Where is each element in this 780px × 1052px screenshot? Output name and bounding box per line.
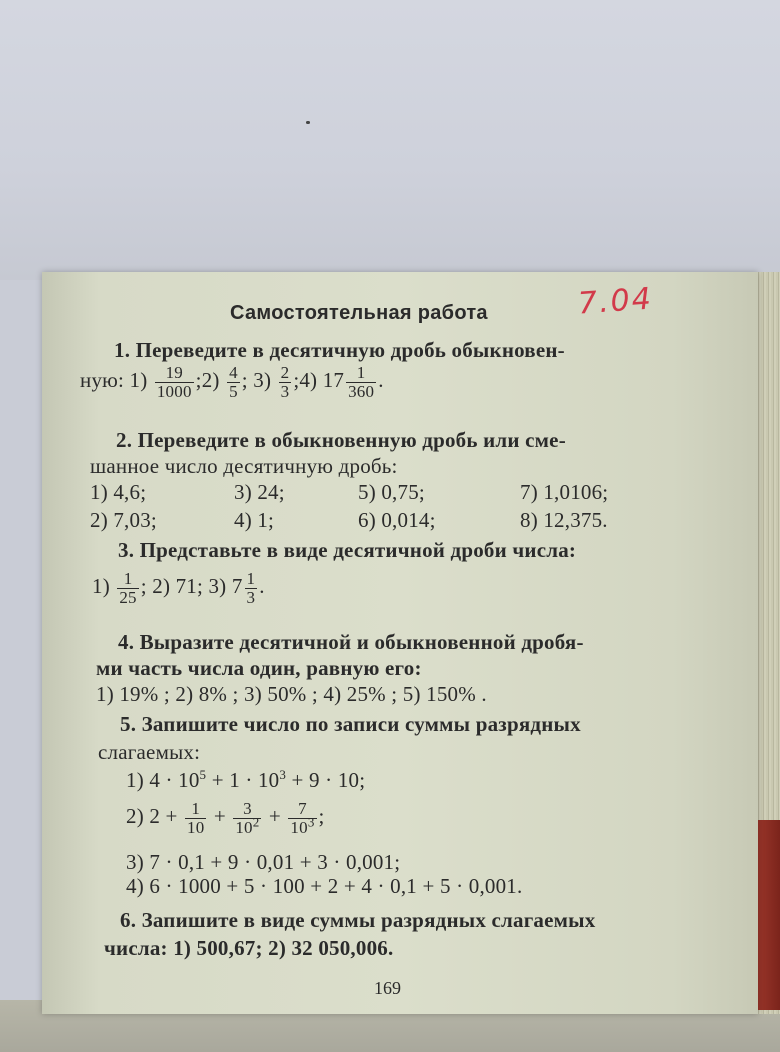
fraction-1-360: $\frac{1}{360}$ (348, 363, 375, 401)
handwritten-date: 7.04 (576, 281, 654, 322)
background-surface (0, 0, 780, 280)
task3-prefix: 1) (92, 574, 110, 599)
dust-speck (306, 121, 310, 124)
task3-mid: ; 2) 71; 3) 7 (140, 574, 243, 599)
task2-lead: 2. Переведите в обыкновенную дробь или сме- (116, 428, 566, 452)
task2-item: 5) 0,75; (358, 480, 425, 504)
task2-item: 6) 0,014; (358, 508, 436, 532)
fraction-19-1000: $\frac{19}{1000}$ (156, 363, 192, 401)
task4-lead: 4. Выразите десятичной и обыкновенной дробя- (118, 630, 584, 654)
page-title: Самостоятельная работа (230, 302, 488, 324)
task2-line2: шанное число десятичную дробь: (90, 454, 398, 478)
fraction-2-3: $\frac{2}{3}$ (280, 363, 290, 401)
task2-item: 3) 24; (234, 480, 285, 504)
fraction-1-3: $\frac{1}{3}$ (246, 569, 256, 607)
fraction-4-5: $\frac{4}{5}$ (229, 363, 238, 401)
end: . (259, 574, 265, 599)
task6-line2: числа: 1) 500,67; 2) 32 050,006. (104, 936, 394, 960)
task1-prefix: ную: 1) (80, 368, 148, 393)
task5-line2: слагаемых: (98, 740, 201, 764)
task4-line3: 1) 19% ; 2) 8% ; 3) 50% ; 4) 25% ; 5) 150% . (96, 682, 487, 706)
task2-item: 7) 1,0106; (520, 480, 609, 504)
fraction-1-25: $\frac{1}{25}$ (119, 569, 137, 607)
task4-line2: ми часть числа один, равную его: (96, 656, 422, 680)
task2-item: 2) 7,03; (90, 508, 157, 532)
fraction-7-10-3: $\frac{7}{10^3}$ (290, 799, 315, 837)
task2-item: 1) 4,6; (90, 480, 147, 504)
sep: ;2) (195, 368, 220, 393)
page-number: 169 (374, 978, 401, 998)
task5-expr3: 3) 7 · 0,1 + 9 · 0,01 + 3 · 0,001; (126, 850, 401, 874)
task1-fractions (80, 364, 384, 401)
task5-lead: 5. Запишите число по записи суммы разрядных (120, 712, 581, 736)
task1-lead: 1. Переведите в десятичную дробь обыкновен- (114, 338, 565, 362)
task3-lead: 3. Представьте в виде десятичной дроби числа: (118, 538, 577, 562)
task2-item: 8) 12,375. (520, 508, 608, 532)
sep: ; 3) (241, 368, 272, 393)
task5-expr1: 1) $4 \cdot 10^5 + 1 \cdot 10^3 + 9 \cdot 10$; (126, 767, 366, 792)
task5-expr2: 2) 2 + $\frac{1}{10}$ + $\frac{3}{10^2}$ + $\frac{7}{10^3}$ ; (126, 799, 325, 837)
sep: ;4) 17 (293, 368, 345, 393)
task5-expr4: 4) 6 · 1000 + 5 · 100 + 2 + 4 · 0,1 + 5 · 0,001. (126, 874, 523, 898)
task2-item: 4) 1; (234, 508, 275, 532)
task3-numbers (92, 570, 265, 607)
end: . (378, 368, 384, 393)
fraction-3-10-2: $\frac{3}{10^2}$ (235, 799, 260, 837)
task6-lead: 6. Запишите в виде суммы разрядных слагаемых (120, 908, 596, 932)
fraction-1-10: $\frac{1}{10}$ (187, 799, 205, 837)
